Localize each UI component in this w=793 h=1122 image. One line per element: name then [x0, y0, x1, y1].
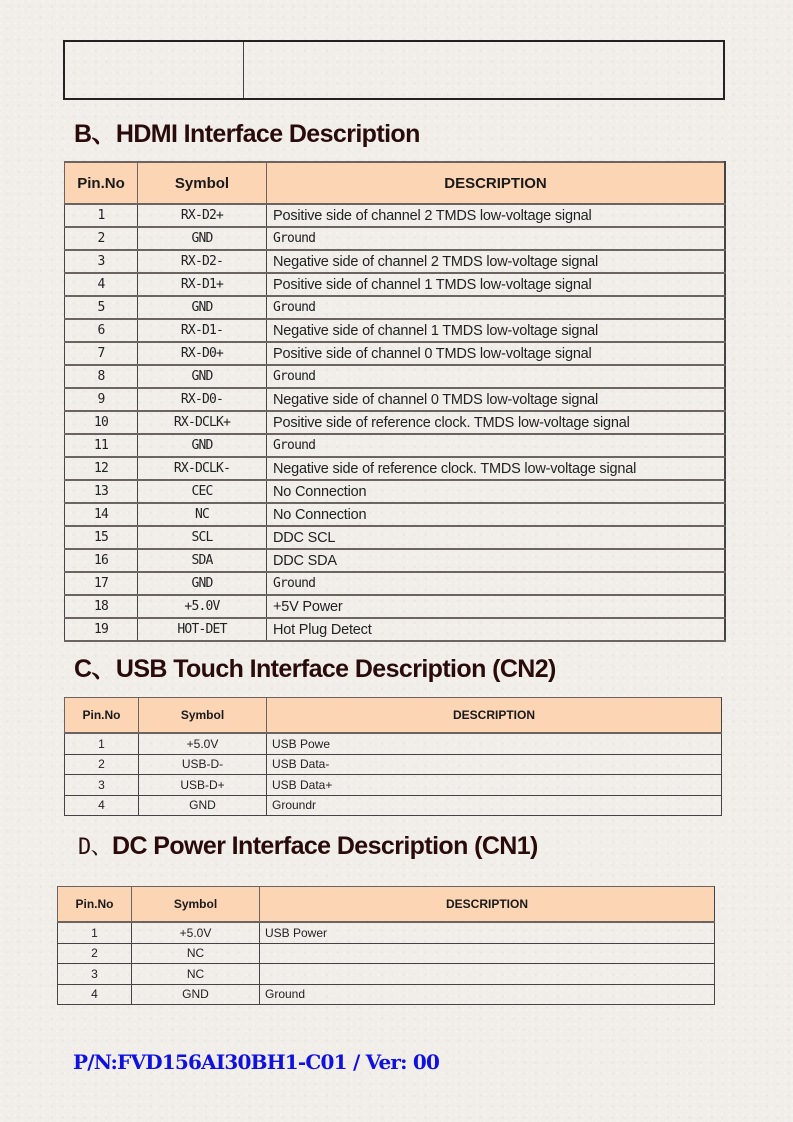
symbol-cell: NC [132, 964, 260, 985]
table-row [58, 964, 715, 985]
symbol-cell: SDA [138, 549, 267, 572]
header-description: DESCRIPTION [260, 887, 715, 923]
symbol-cell: NC [132, 943, 260, 964]
description-cell: DDC SDA [267, 549, 726, 572]
pin-cell: 18 [65, 595, 138, 618]
usb-touch-pin-table [64, 697, 722, 816]
symbol-cell: GND [139, 795, 267, 816]
table-row [65, 227, 726, 250]
part-number-footer: P/N:FVD156AI30BH1-C01 / Ver: 00 [73, 1050, 440, 1074]
table-header-row [65, 162, 726, 204]
section-b-title: HDMI Interface Description [115, 120, 420, 148]
description-cell: +5V Power [267, 595, 726, 618]
pin-cell: 3 [65, 250, 138, 273]
section-c-prefix: C、 [74, 655, 116, 683]
table-row [65, 250, 726, 273]
header-description: DESCRIPTION [267, 162, 726, 204]
symbol-cell: RX-D2+ [138, 204, 267, 227]
symbol-cell: GND [138, 296, 267, 319]
pin-cell: 3 [65, 775, 139, 796]
description-cell: Ground [267, 365, 726, 388]
symbol-cell: RX-DCLK- [138, 457, 267, 480]
pin-cell: 13 [65, 480, 138, 503]
symbol-cell: RX-D0+ [138, 342, 267, 365]
description-cell: USB Powe [267, 733, 722, 754]
symbol-cell: +5.0V [132, 922, 260, 943]
description-cell: Ground [267, 296, 726, 319]
description-cell: Negative side of channel 0 TMDS low-voltage signal [267, 388, 726, 411]
header-description: DESCRIPTION [267, 698, 722, 734]
symbol-cell: CEC [138, 480, 267, 503]
pin-cell: 5 [65, 296, 138, 319]
pin-cell: 10 [65, 411, 138, 434]
section-d-heading [78, 830, 538, 861]
symbol-cell: GND [138, 434, 267, 457]
pin-cell: 7 [65, 342, 138, 365]
table-row [58, 984, 715, 1005]
table-row [65, 549, 726, 572]
description-cell: Negative side of channel 1 TMDS low-voltage signal [267, 319, 726, 342]
pin-cell: 17 [65, 572, 138, 595]
symbol-cell: GND [138, 572, 267, 595]
description-cell: USB Data- [267, 754, 722, 775]
description-cell: Groundr [267, 795, 722, 816]
table-row [65, 595, 726, 618]
table-row [65, 365, 726, 388]
table-row [65, 388, 726, 411]
table-row [65, 319, 726, 342]
section-c-title: USB Touch Interface Description (CN2) [115, 655, 556, 683]
symbol-cell: NC [138, 503, 267, 526]
table-row [65, 754, 722, 775]
pin-cell: 9 [65, 388, 138, 411]
table-row [65, 273, 726, 296]
description-cell: Negative side of channel 2 TMDS low-voltage signal [267, 250, 726, 273]
table-row [65, 775, 722, 796]
description-cell: Positive side of channel 1 TMDS low-voltage signal [267, 273, 726, 296]
table-row [58, 943, 715, 964]
pin-cell: 4 [65, 273, 138, 296]
pin-cell: 1 [65, 204, 138, 227]
pin-cell: 14 [65, 503, 138, 526]
description-cell: DDC SCL [267, 526, 726, 549]
table-row [65, 618, 726, 641]
description-cell: Negative side of reference clock. TMDS low-voltage signal [267, 457, 726, 480]
pin-cell: 12 [65, 457, 138, 480]
symbol-cell: RX-D2- [138, 250, 267, 273]
pin-cell: 1 [58, 922, 132, 943]
pin-cell: 11 [65, 434, 138, 457]
description-cell: Ground [260, 984, 715, 1005]
pin-cell: 1 [65, 733, 139, 754]
pin-cell: 2 [65, 227, 138, 250]
table-row [58, 922, 715, 943]
pin-cell: 16 [65, 549, 138, 572]
table-header-row [58, 887, 715, 923]
header-symbol: Symbol [139, 698, 267, 734]
header-symbol: Symbol [132, 887, 260, 923]
description-cell: Hot Plug Detect [267, 618, 726, 641]
symbol-cell: GND [132, 984, 260, 1005]
table-row [65, 296, 726, 319]
table-row [65, 480, 726, 503]
section-c-heading [74, 649, 556, 685]
description-cell: Positive side of reference clock. TMDS low-voltage signal [267, 411, 726, 434]
description-cell: Positive side of channel 2 TMDS low-voltage signal [267, 204, 726, 227]
pin-cell: 2 [58, 943, 132, 964]
table-row [65, 503, 726, 526]
description-cell: Positive side of channel 0 TMDS low-voltage signal [267, 342, 726, 365]
header-pin: Pin.No [65, 698, 139, 734]
description-cell: Ground [267, 434, 726, 457]
header-pin: Pin.No [58, 887, 132, 923]
pin-cell: 4 [58, 984, 132, 1005]
symbol-cell: +5.0V [138, 595, 267, 618]
section-d-prefix: D、 [78, 835, 113, 860]
table-row [65, 572, 726, 595]
description-cell: No Connection [267, 480, 726, 503]
table-divider [243, 42, 244, 98]
symbol-cell: USB-D- [139, 754, 267, 775]
description-cell: No Connection [267, 503, 726, 526]
symbol-cell: RX-D1+ [138, 273, 267, 296]
symbol-cell: USB-D+ [139, 775, 267, 796]
symbol-cell: GND [138, 227, 267, 250]
pin-cell: 3 [58, 964, 132, 985]
table-row [65, 204, 726, 227]
pin-cell: 4 [65, 795, 139, 816]
section-b-heading [74, 114, 420, 150]
table-row [65, 795, 722, 816]
symbol-cell: RX-DCLK+ [138, 411, 267, 434]
symbol-cell: RX-D0- [138, 388, 267, 411]
symbol-cell: +5.0V [139, 733, 267, 754]
pin-cell: 8 [65, 365, 138, 388]
table-row [65, 526, 726, 549]
description-cell [260, 964, 715, 985]
table-row [65, 733, 722, 754]
section-d-title: DC Power Interface Description (CN1) [112, 832, 538, 860]
symbol-cell: HOT-DET [138, 618, 267, 641]
pin-cell: 15 [65, 526, 138, 549]
header-pin: Pin.No [65, 162, 138, 204]
pin-cell: 19 [65, 618, 138, 641]
description-cell: USB Data+ [267, 775, 722, 796]
pin-cell: 6 [65, 319, 138, 342]
symbol-cell: SCL [138, 526, 267, 549]
hdmi-pin-table [64, 161, 726, 642]
description-cell [260, 943, 715, 964]
table-row [65, 342, 726, 365]
top-empty-table [63, 40, 725, 100]
section-b-prefix: B、 [74, 120, 116, 148]
symbol-cell: RX-D1- [138, 319, 267, 342]
symbol-cell: GND [138, 365, 267, 388]
table-row [65, 457, 726, 480]
table-row [65, 434, 726, 457]
dc-power-pin-table [57, 886, 715, 1005]
description-cell: Ground [267, 572, 726, 595]
table-row [65, 411, 726, 434]
description-cell: USB Power [260, 922, 715, 943]
header-symbol: Symbol [138, 162, 267, 204]
description-cell: Ground [267, 227, 726, 250]
table-header-row [65, 698, 722, 734]
pin-cell: 2 [65, 754, 139, 775]
